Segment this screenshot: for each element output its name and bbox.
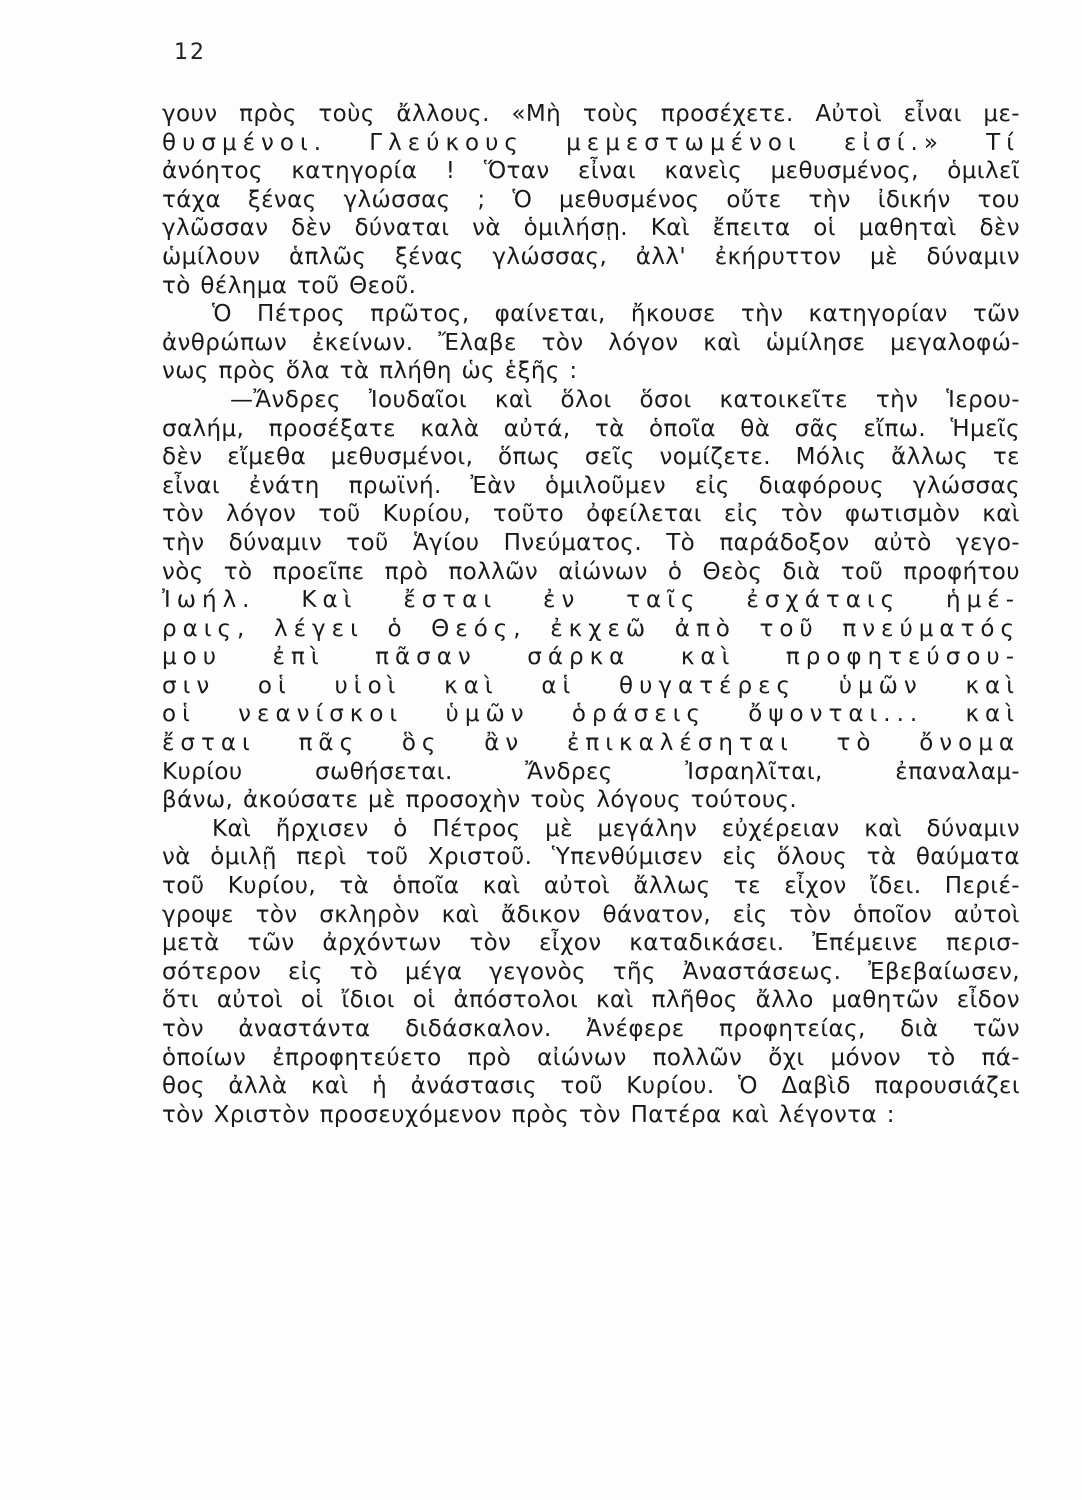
text-line: εἶναι ἐνάτη πρωϊνή. Ἐὰν ὁμιλοῦμεν εἰς διαφόρους γλώσσας — [162, 472, 1020, 499]
text-line: ὁποίων ἐπροφητεύετο πρὸ αἰώνων πολλῶν ὄχι μόνον τὸ πά- — [162, 1044, 1020, 1071]
text-line: μου ἐπὶ πᾶσαν σάρκα καὶ προφητεύσου- — [162, 644, 1020, 671]
text-line: ραις, λέγει ὁ Θεός, ἐκχεῶ ἀπὸ τοῦ πνεύματός — [162, 615, 1020, 642]
text-line: ἀνθρώπων ἐκείνων. Ἔλαβε τὸν λόγον καὶ ὡμίλησε μεγαλοφώ- — [162, 329, 1020, 356]
text-line: ἔσται πᾶς ὃς ἂν ἐπικαλέσηται τὸ ὄνομα — [162, 730, 1020, 757]
body-text — [162, 100, 1020, 1129]
text-line: γροψε τὸν σκληρὸν καὶ ἄδικον θάνατον, εἰς τὸν ὁποῖον αὐτοὶ — [162, 901, 1020, 928]
text-line: θος ἀλλὰ καὶ ἡ ἀνάστασις τοῦ Κυρίου. Ὁ Δαβὶδ παρουσιάζει — [162, 1073, 1020, 1100]
text-line: νὰ ὁμιλῇ περὶ τοῦ Χριστοῦ. Ὑπενθύμισεν εἰς ὅλους τὰ θαύματα — [162, 844, 1020, 871]
text-line: τὸν ἀναστάντα διδάσκαλον. Ἀνέφερε προφητείας, διὰ τῶν — [162, 1016, 1020, 1042]
text-line: νὸς τὸ προεῖπε πρὸ πολλῶν αἰώνων ὁ Θεὸς διὰ τοῦ προφήτου — [162, 558, 1020, 585]
text-line: Ὁ Πέτρος πρῶτος, φαίνεται, ἤκουσε τὴν κατηγορίαν τῶν — [212, 301, 1020, 328]
text-line: τὴν δύναμιν τοῦ Ἁγίου Πνεύματος. Τὸ παράδοξον αὐτὸ γεγο- — [162, 529, 1020, 556]
text-line: θυσμένοι. Γλεύκους μεμεστωμένοι εἰσί.» Τί — [162, 129, 1020, 156]
text-line: σιν οἱ υἱοὶ καὶ αἱ θυγατέρες ὑμῶν καὶ — [162, 672, 1020, 699]
text-line: σότερον εἰς τὸ μέγα γεγονὸς τῆς Ἀναστάσεως. Ἐβεβαίωσεν, — [162, 958, 1020, 985]
text-line: τὸν λόγον τοῦ Κυρίου, τοῦτο ὀφείλεται εἰς τὸν φωτισμὸν καὶ — [162, 501, 1020, 528]
text-line: τοῦ Κυρίου, τὰ ὁποῖα καὶ αὐτοὶ ἄλλως τε εἶχον ἴδει. Περιέ- — [162, 873, 1020, 900]
text-line: βάνω, ἀκούσατε μὲ προσοχὴν τοὺς λόγους τούτους. — [162, 787, 798, 814]
text-line: δὲν εἴμεθα μεθυσμένοι, ὅπως σεῖς νομίζετε. Μόλις ἄλλως τε — [162, 444, 1020, 471]
text-line: γλῶσσαν δὲν δύναται νὰ ὁμιλήσῃ. Καὶ ἔπειτα οἱ μαθηταὶ δὲν — [162, 215, 1020, 242]
text-line: Καὶ ἤρχισεν ὁ Πέτρος μὲ μεγάλην εὐχέρειαν καὶ δύναμιν — [212, 815, 1020, 842]
text-line: ὅτι αὐτοὶ οἱ ἴδιοι οἱ ἀπόστολοι καὶ πλῆθος ἄλλο μαθητῶν εἶδον — [162, 987, 1020, 1014]
text-line: τάχα ξένας γλώσσας ; Ὁ μεθυσμένος οὔτε τὴν ἰδικήν του — [162, 186, 1020, 213]
text-line: μετὰ τῶν ἀρχόντων τὸν εἶχον καταδικάσει. Ἐπέμεινε περισ- — [162, 930, 1020, 957]
text-line: ἀνόητος κατηγορία ! Ὅταν εἶναι κανεὶς μεθυσμένος, ὁμιλεῖ — [162, 158, 1020, 185]
text-line: σαλήμ, προσέξατε καλὰ αὐτά, τὰ ὁποῖα θὰ σᾶς εἴπω. Ἡμεῖς — [162, 415, 1020, 442]
text-line: —Ἄνδρες Ἰουδαῖοι καὶ ὅλοι ὅσοι κατοικεῖτε τὴν Ἱερου- — [230, 386, 1020, 413]
text-line: Ἰωήλ. Καὶ ἔσται ἐν ταῖς ἐσχάταις ἡμέ- — [162, 587, 1020, 614]
text-line: Κυρίου σωθήσεται. Ἄνδρες Ἰσραηλῖται, ἐπαναλαμ- — [162, 758, 1020, 785]
text-line: τὸ θέλημα τοῦ Θεοῦ. — [162, 272, 417, 299]
text-line: νως πρὸς ὅλα τὰ πλήθη ὡς ἑξῆς : — [162, 358, 578, 385]
text-line: τὸν Χριστὸν προσευχόμενον πρὸς τὸν Πατέρα καὶ λέγοντα : — [162, 1101, 895, 1128]
text-line: ὡμίλουν ἁπλῶς ξένας γλώσσας, ἀλλ' ἐκήρυττον μὲ δύναμιν — [162, 243, 1020, 270]
text-line: γουν πρὸς τοὺς ἄλλους. «Μὴ τοὺς προσέχετε. Αὐτοὶ εἶναι με- — [162, 101, 1020, 127]
text-line: οἱ νεανίσκοι ὑμῶν ὁράσεις ὄψονται... καὶ — [162, 701, 1020, 728]
page-number: 12 — [174, 40, 206, 65]
